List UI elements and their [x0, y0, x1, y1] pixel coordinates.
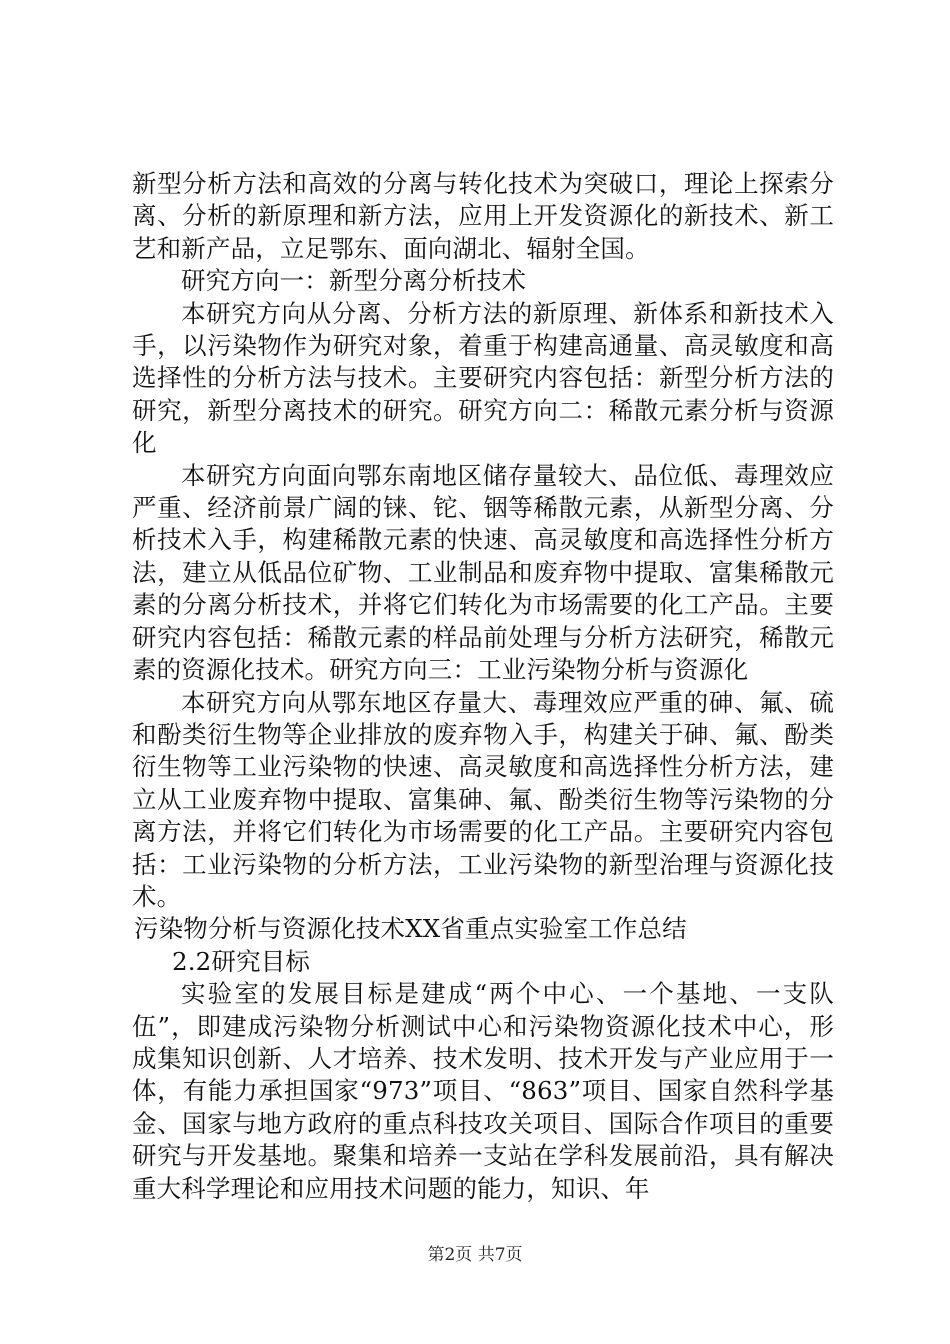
paragraph-research-goals: 实验室的发展目标是建成“两个中心、一个基地、一支队伍”，即建成污染物分析测试中心和污染物资源化技术中心，形成集知识创新、人才培养、技术发明、技术开发与产业应用于一体，有能力承担国家“973”项目、“863”项目、国家自然科学基金、国家与地方政府的重点科技攻关项目、国际合作项目的重要研究与开发基地。聚集和培养一支站在学科发展前沿，具有解决重大科学理论和应用技术问题的能力，知识、年 [132, 979, 834, 1203]
paragraph-direction-two: 本研究方向面向鄂东南地区储存量较大、品位低、毒理效应严重、经济前景广阔的铼、铊、铟等稀散元素，从新型分离、分析技术入手，构建稀散元素的快速、高灵敏度和高选择性分析方法，建立从低品位矿物、工业制品和废弃物中提取、富集稀散元素的分离分析技术，并将它们转化为市场需要的化工产品。主要研究内容包括：稀散元素的样品前处理与分析方法研究，稀散元素的资源化技术。研究方向三：工业污染物分析与资源化 [132, 460, 834, 685]
research-direction-one-heading: 研究方向一：新型分离分析技术 [181, 266, 527, 296]
paragraph-intro-continuation: 新型分析方法和高效的分离与转化技术为突破口，理论上探索分离、分析的新原理和新方法，应用上开发资源化的新技术、新工艺和新产品，立足鄂东、面向湖北、辐射全国。 [132, 169, 834, 263]
document-body [132, 168, 834, 1205]
section-heading-research-goals: 2.2研究目标 [172, 946, 311, 976]
paragraph-direction-one: 本研究方向从分离、分析方法的新原理、新体系和新技术入手，以污染物作为研究对象，着重于构建高通量、高灵敏度和高选择性的分析方法与技术。主要研究内容包括：新型分析方法的研究，新型分离技术的研究。研究方向二：稀散元素分析与资源化 [132, 298, 834, 458]
document-title-line: 污染物分析与资源化技术XX省重点实验室工作总结 [134, 914, 687, 944]
paragraph-direction-three: 本研究方向从鄂东地区存量大、毒理效应严重的砷、氟、硫和酚类衍生物等企业排放的废弃物入手，构建关于砷、氟、酚类衍生物等工业污染物的快速、高灵敏度和高选择性分析方法，建立从工业废弃物中提取、富集砷、氟、酚类衍生物等污染物的分离方法，并将它们转化为市场需要的化工产品。主要研究内容包括：工业污染物的分析方法，工业污染物的新型治理与资源化技术。 [132, 687, 834, 911]
page-number-footer: 第2页 共7页 [427, 1245, 523, 1265]
